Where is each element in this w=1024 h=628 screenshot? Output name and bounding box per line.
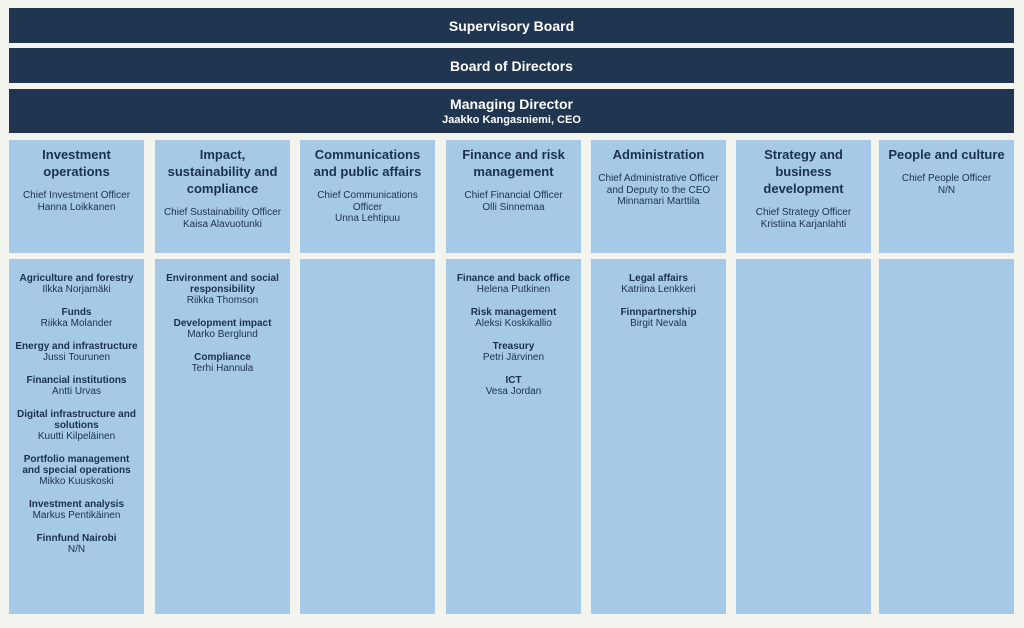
department-head-person: Unna Lehtipuu [334,213,401,224]
department-header [155,140,290,253]
unit-name: Digital infrastructure and solutions [17,409,136,431]
unit-person: Birgit Nevala [630,318,687,329]
department-head-role: Chief Investment Officer [22,190,131,201]
department-head-role: Chief Financial Officer [464,190,563,201]
unit-name: ICT [505,375,522,386]
supervisory-board-label: Supervisory Board [448,17,575,34]
department-head-person: Kaisa Alavuotunki [183,218,262,230]
unit-person: Jussi Tourunen [42,352,111,363]
unit-item [161,318,284,341]
department-units [155,259,290,614]
department-units [300,259,435,614]
unit-item [597,273,720,296]
department-header [879,140,1014,253]
unit-name: Environment and social responsibility [166,273,279,295]
department-units [879,259,1014,614]
unit-person: Vesa Jordan [485,386,542,397]
unit-name: Finnpartnership [620,307,697,318]
unit-person: Antti Urvas [52,386,101,397]
unit-name: Financial institutions [26,375,127,386]
unit-person: Helena Putkinen [476,284,551,295]
unit-name: Finnfund Nairobi [36,533,117,544]
department-title: Investment operations [42,147,111,179]
unit-person: Markus Pentikäinen [32,510,121,521]
department-header [300,140,435,253]
unit-name: Agriculture and forestry [19,273,134,284]
unit-item [452,341,575,364]
unit-item [15,454,138,488]
unit-item [597,307,720,330]
unit-person: Riikka Molander [40,318,113,329]
department-header [9,140,144,253]
managing-director-title: Managing Director [450,95,573,112]
unit-name: Legal affairs [629,273,688,284]
department-units [591,259,726,614]
unit-item [15,307,138,330]
unit-item [161,352,284,375]
unit-person: Ilkka Norjamäki [42,284,111,295]
unit-item [15,533,138,556]
unit-item [15,375,138,398]
department-title: Finance and risk management [462,147,565,179]
department-head-role: Chief Administrative Officer and Deputy to the CEO [598,173,719,196]
unit-item [15,341,138,364]
department-title: People and culture [888,147,1005,162]
unit-person: Riikka Thomson [186,295,259,306]
department-head-person: Kristiina Karjanlahti [760,218,847,230]
unit-item [161,273,284,307]
unit-name: Energy and infrastructure [15,341,138,352]
unit-item [15,273,138,296]
unit-person: Kuutti Kilpeläinen [37,431,116,442]
unit-item [15,409,138,443]
department-units [446,259,581,614]
department-title: Strategy and business development [763,147,844,196]
board-of-directors-box [9,48,1014,83]
department-head-role: Chief Sustainability Officer [163,207,282,218]
department-head-role: Chief Communications Officer [317,190,418,213]
unit-person: Katriina Lenkkeri [621,284,696,295]
department-head-person: N/N [937,184,956,196]
unit-person: Mikko Kuuskoski [39,476,114,487]
department-units [736,259,871,614]
unit-name: Finance and back office [456,273,571,284]
unit-name: Treasury [492,341,535,352]
unit-item [15,499,138,522]
department-title: Administration [612,147,705,162]
unit-name: Portfolio management and special operations [22,454,131,476]
department-title: Impact, sustainability and compliance [167,147,278,196]
department-head-person: Hanna Loikkanen [37,201,116,213]
managing-director-box [9,89,1014,133]
department-header [736,140,871,253]
unit-person: Petri Järvinen [482,352,545,363]
department-head-role: Chief People Officer [901,173,992,184]
department-header [446,140,581,253]
department-head-person: Olli Sinnemaa [482,201,545,213]
managing-director-person: Jaakko Kangasniemi, CEO [442,113,581,126]
department-header [591,140,726,253]
department-units [9,259,144,614]
unit-person: Marko Berglund [187,329,258,340]
board-of-directors-label: Board of Directors [450,57,573,74]
unit-name: Development impact [173,318,272,329]
unit-person: Terhi Hannula [191,363,254,374]
department-title: Communications and public affairs [313,147,422,179]
unit-name: Investment analysis [28,499,125,510]
unit-name: Funds [61,307,92,318]
department-head-role: Chief Strategy Officer [755,207,852,218]
supervisory-board-box [9,8,1014,43]
unit-person: Aleksi Koskikallio [475,318,552,329]
unit-name: Risk management [470,307,557,318]
unit-item [452,273,575,296]
unit-item [452,375,575,398]
unit-person: N/N [67,544,86,555]
unit-name: Compliance [194,352,251,363]
unit-item [452,307,575,330]
department-head-person: Minnamari Marttila [617,196,700,207]
